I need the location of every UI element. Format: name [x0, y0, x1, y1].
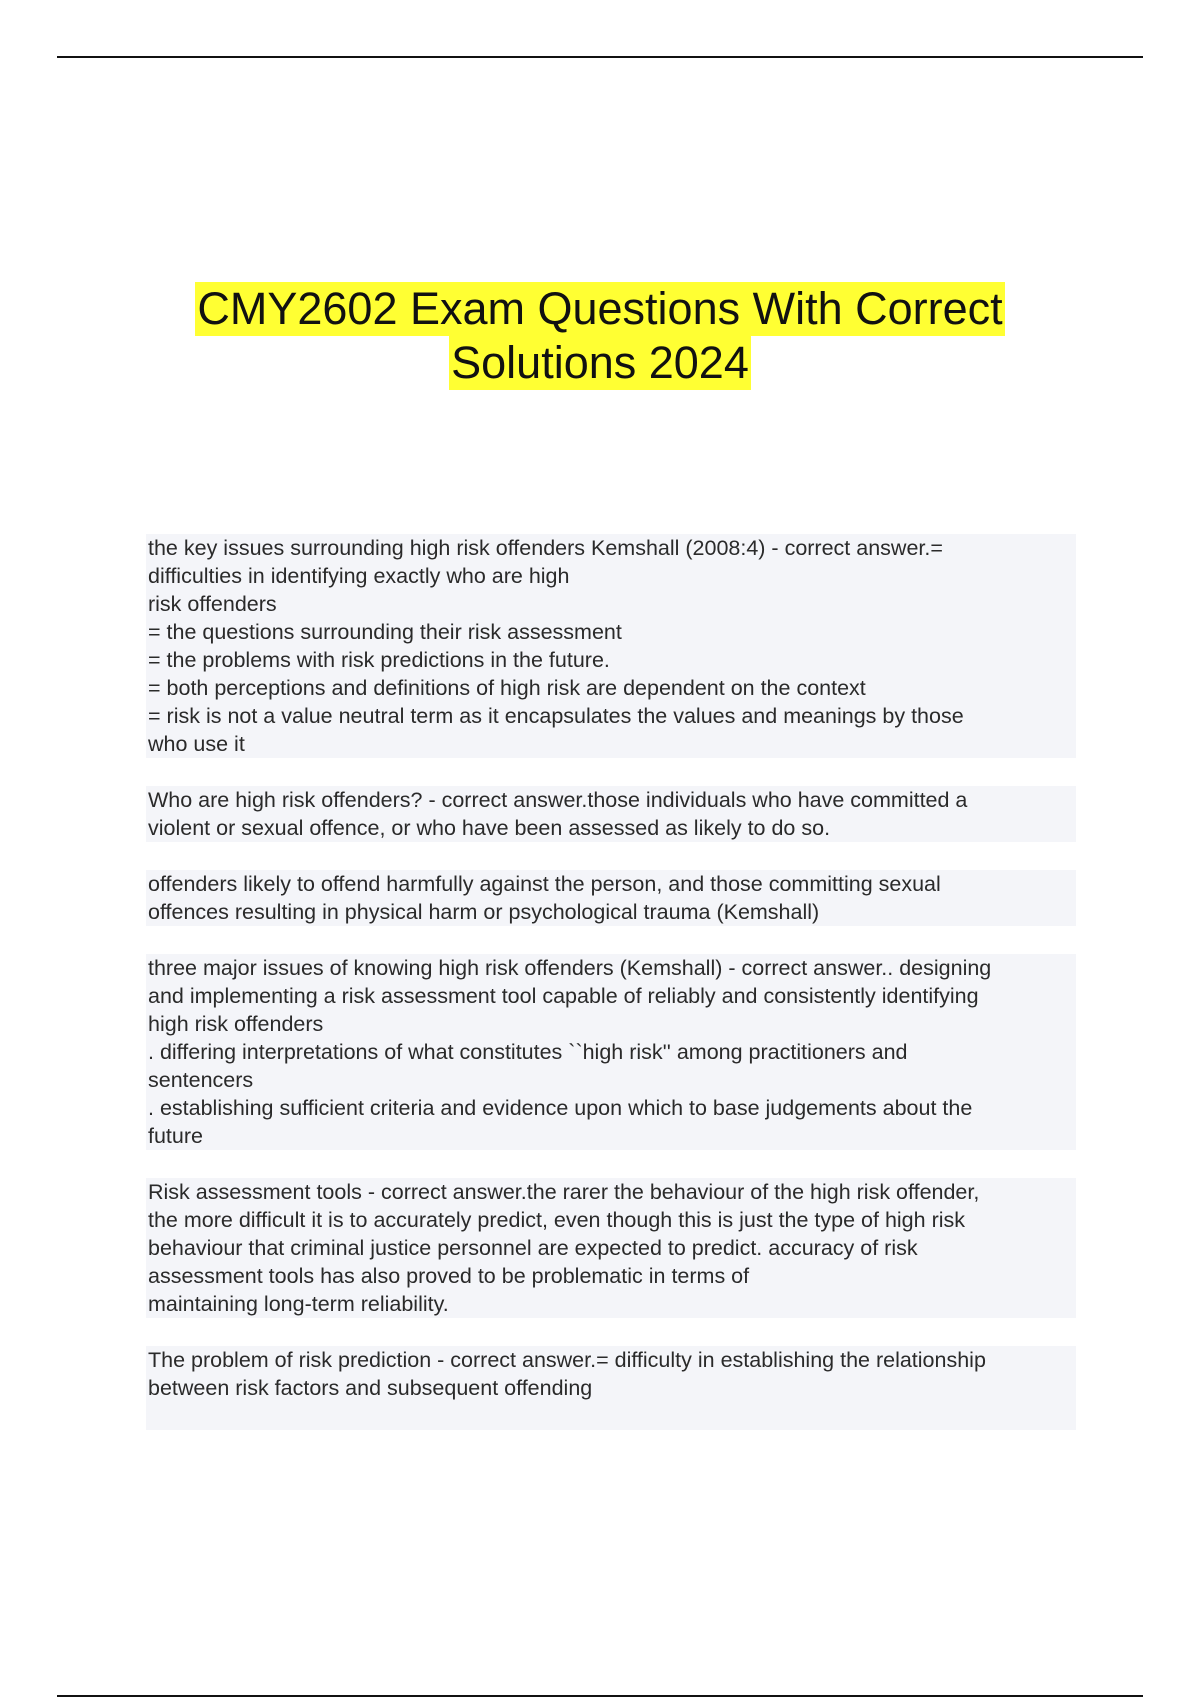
text-line: risk offenders — [148, 592, 277, 616]
text-line: . establishing sufficient criteria and evidence upon which to base judgements about the — [148, 1096, 973, 1120]
qa-block — [146, 870, 1076, 926]
text-line: = the problems with risk predictions in the future. — [148, 648, 610, 672]
text-line: between risk factors and subsequent offending — [148, 1376, 593, 1400]
text-line: the more difficult it is to accurately predict, even though this is just the type of high risk — [148, 1208, 966, 1232]
qa-block — [146, 786, 1076, 842]
text-line: high risk offenders — [148, 1012, 324, 1036]
text-line: future — [148, 1124, 203, 1148]
text-line: Who are high risk offenders? - correct answer.those individuals who have committed a — [148, 788, 968, 812]
text-line: The problem of risk prediction - correct answer.= difficulty in establishing the relationship — [148, 1348, 986, 1372]
footer-rule — [57, 1695, 1143, 1697]
text-line: offences resulting in physical harm or psychological trauma (Kemshall) — [148, 900, 820, 924]
text-line: the key issues surrounding high risk offenders Kemshall (2008:4) - correct answer.= — [148, 536, 943, 560]
title-line: CMY2602 Exam Questions With Correct — [197, 283, 1003, 334]
document-title — [0, 282, 1200, 390]
text-line: = risk is not a value neutral term as it encapsulates the values and meanings by those — [148, 704, 964, 728]
header-rule — [57, 56, 1143, 58]
text-line: sentencers — [148, 1068, 254, 1092]
title-line: Solutions 2024 — [451, 337, 749, 388]
text-line: behaviour that criminal justice personnel are expected to predict. accuracy of risk — [148, 1236, 918, 1260]
text-line: assessment tools has also proved to be problematic in terms of — [148, 1264, 750, 1288]
text-line: who use it — [148, 732, 245, 756]
document-body — [146, 534, 1076, 1458]
text-line: . differing interpretations of what constitutes ``high risk'' among practitioners and — [148, 1040, 908, 1064]
text-line: difficulties in identifying exactly who are high — [148, 564, 570, 588]
text-line: maintaining long-term reliability. — [148, 1292, 449, 1316]
text-line: offenders likely to offend harmfully against the person, and those committing sexual — [148, 872, 941, 896]
qa-block — [146, 534, 1076, 758]
qa-block — [146, 1346, 1076, 1430]
text-line: = both perceptions and definitions of high risk are dependent on the context — [148, 676, 866, 700]
text-line: and implementing a risk assessment tool capable of reliably and consistently identifying — [148, 984, 979, 1008]
text-line: Risk assessment tools - correct answer.the rarer the behaviour of the high risk offender, — [148, 1180, 980, 1204]
qa-block — [146, 954, 1076, 1150]
qa-block — [146, 1178, 1076, 1318]
text-line: = the questions surrounding their risk assessment — [148, 620, 622, 644]
text-line: three major issues of knowing high risk offenders (Kemshall) - correct answer.. designing — [148, 956, 992, 980]
text-line: violent or sexual offence, or who have been assessed as likely to do so. — [148, 816, 831, 840]
